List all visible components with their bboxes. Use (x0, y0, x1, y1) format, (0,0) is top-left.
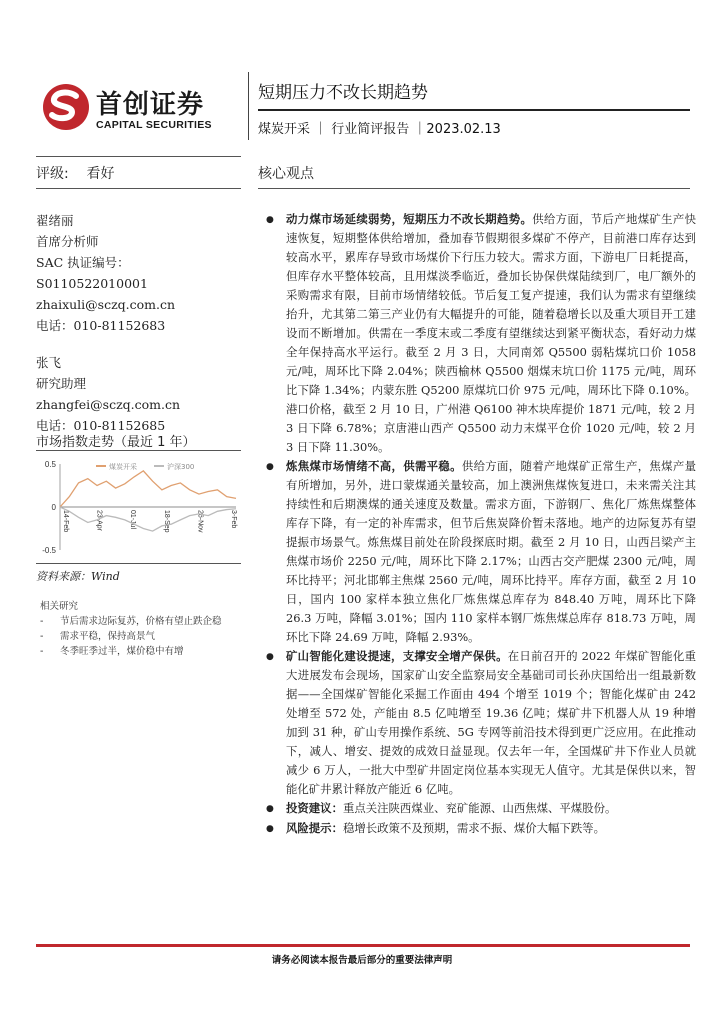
paragraph-lead: 炼焦煤市场情绪不高，供需平稳。 (286, 459, 462, 473)
analyst-name: 翟绪丽 (36, 213, 74, 228)
paragraph-text: 供给方面，节后产地煤矿生产快速恢复，短期整体供给增加，叠加春节假期很多煤矿不停产，目前港口库存达到较高水平，累库存导致市场煤价下行压力较大。需求方面，下游电厂日耗提高，但库存水平整体较高，且用煤淡季临近，叠加长协保供煤陆续到厂，电厂额外的采购需求有限，目前市场情绪较低。节后复工复产提速，我们认为需求有望继续抬升，尤其第二第三产业仍有大幅提升的可能，随着稳增长以及重大项目开工建设而不断增加。供需在一季度末或二季度有望继续达到紧平衡状态，看好动力煤全年保持高水平运行。截至 2 月 3 日，大同南郊 Q5500 弱粘煤坑口价 1058 元/吨，周环比下降 2.04%；陕西榆林 Q5500 烟煤末坑口价 1175 元/吨，周环比下降 1.34%；内蒙东胜 Q5200 原煤坑口价 975 元/吨，周环比下降 0.10%。港口价格，截至 2 月 10 日，广州港 Q6100 神木块库提价 1871 元/吨，较 2 月 3 日下降 6.78%；京唐港山西产 Q5500 动力末煤平仓价 1020 元/吨，较 2 月 3 日下降 11.30%。 (286, 212, 696, 454)
analyst-role: 首席分析师 (36, 234, 99, 249)
paragraph-lead: 动力煤市场延续弱势，短期压力不改长期趋势。 (286, 212, 533, 226)
paragraph-text: 供给方面，随着产地煤矿正常生产，焦煤产量有所增加，另外，进口蒙煤通关量较高，加上澳洲焦煤恢复进口，未来需关注其持续性和后期澳煤的通关速度及数量。需求方面，下游钢厂、焦化厂炼焦煤整体库存下降，有一定的补库需求，但节后焦炭降价暂未落地。地产的边际复苏有望提振市场景气。炼焦煤目前处在阶段探底时期。截至 2 月 10 日，山西吕梁产主焦煤市场价 2250 元/吨，周环比下降 2.17%；山西古交产肥煤 2300 元/吨，周环比持平；河北邯郸主焦煤 2560 元/吨，周环比持平。库存方面，截至 2 月 10 日，国内 100 家样本独立焦化厂炼焦煤总库存为 848.40 万吨，周环比下降 26.3 万吨，降幅 3.01%；国内 110 家样本钢厂炼焦煤总库存 818.73 万吨，周环比下降 24.69 万吨，降幅 2.93%。 (286, 459, 696, 644)
brand-name-cn: 首创证券 (96, 90, 205, 120)
analyst-email[interactable]: zhangfei@sczq.com.cn (36, 397, 181, 412)
title-rule (258, 109, 690, 111)
analyst-phone: 电话：010-81152685 (36, 418, 166, 433)
legend-label: 沪深300 (167, 463, 195, 471)
paragraph-text: 在日前召开的 2022 年煤矿智能化重大进展发布会现场，国家矿山安全监察局安全基础司司长孙庆国给出一组最新数据——全国煤矿智能化采掘工作面由 494 个增至 1019 个；智能化煤矿由 242 处增至 572 处，产能由 8.5 亿吨增至 19.36 亿吨；煤矿井下机器人从 19 种增加到 31 种，矿山专用操作系统、5G 专网等前沿技术得到更广泛应用。在此推动下，减人、增安、提效的成效日益显现。仅去年一年，全国煤矿井下作业人员就减少 6 万人，一批大中型矿井固定岗位基本实现无人值守。尤其是保供以来，智能化矿井累计释放产能近 6 亿吨。 (286, 649, 696, 796)
analyst-name: 张飞 (36, 355, 62, 370)
related-item[interactable]: - 需求平稳，保持高景气 (40, 631, 156, 642)
y-tick-label: 0 (51, 503, 56, 512)
logo-mark-icon (40, 82, 92, 132)
divider (258, 188, 690, 189)
footer-disclaimer: 请务必阅读本报告最后部分的重要法律声明 (271, 955, 453, 966)
analyst-list (36, 210, 241, 436)
paragraph-lead: 风险提示： (286, 821, 343, 835)
divider (36, 563, 241, 564)
y-tick-label: -0.5 (42, 546, 56, 555)
bullet-icon: ● (266, 652, 274, 662)
analyst-phone: 电话：010-81152683 (36, 318, 166, 333)
rating (36, 163, 115, 183)
body-paragraph (258, 210, 698, 457)
report-subtitle: 煤炭开采 ｜ 行业简评报告 ｜2023.02.13 (258, 122, 501, 137)
bullet-icon: ● (266, 804, 274, 814)
analyst-cert-label: SAC 执证编号： (36, 255, 130, 270)
divider (36, 188, 241, 189)
related-title: 相关研究 (40, 601, 79, 612)
x-tick-label: 3-Feb (230, 510, 237, 529)
x-tick-label: 26-Nov (196, 510, 204, 533)
related-item[interactable]: - 节后需求边际复苏，价格有望止跌企稳 (40, 616, 222, 627)
related-list (40, 614, 245, 659)
body-paragraph (258, 799, 698, 819)
paragraph-text: 重点关注陕西煤业、兖矿能源、山西焦煤、平煤股份。 (342, 801, 617, 815)
header-divider (248, 72, 249, 140)
bullet-icon: ● (266, 824, 274, 834)
analyst-role: 研究助理 (36, 376, 87, 391)
paragraph-text: 稳增长政策不及预期，需求不振、煤价大幅下跌等。 (342, 821, 605, 835)
bullet-icon: ● (266, 462, 274, 472)
core-title: 核心观点 (258, 166, 314, 182)
analyst-cert: S0110522010001 (36, 276, 148, 291)
x-tick-label: 01-Jul (129, 510, 137, 530)
brand-name-en: CAPITAL SECURITIES (96, 119, 212, 131)
y-tick-label: 0.5 (44, 460, 56, 469)
paragraph-lead: 投资建议： (286, 801, 343, 815)
body-paragraph (258, 647, 698, 799)
report-title: 短期压力不改长期趋势 (258, 83, 428, 103)
divider (36, 450, 241, 451)
market-index-chart (36, 456, 241, 560)
body-paragraph (258, 819, 698, 839)
rating-label: 评级: (36, 166, 69, 182)
core-views (258, 210, 698, 839)
series-line (60, 471, 236, 507)
footer-rule (36, 944, 690, 947)
series-line (60, 507, 236, 531)
bullet-icon: ● (266, 215, 274, 225)
body-paragraph (258, 457, 698, 647)
divider (36, 156, 241, 157)
x-tick-label: 18-Sep (162, 510, 170, 533)
analyst-email[interactable]: zhaixuli@sczq.com.cn (36, 297, 176, 312)
paragraph-lead: 矿山智能化建设提速，支撑安全增产保供。 (286, 649, 508, 663)
x-tick-label: 14-Feb (62, 510, 69, 533)
related-item[interactable]: - 冬季旺季过半，煤价稳中有增 (40, 646, 184, 657)
market-index-title: 市场指数走势（最近 1 年） (36, 435, 196, 450)
x-tick-label: 23-Apr (95, 510, 103, 532)
rating-value: 看好 (86, 166, 115, 182)
legend-label: 煤炭开采 (109, 463, 137, 471)
chart-source: 资料来源：Wind (36, 570, 120, 583)
